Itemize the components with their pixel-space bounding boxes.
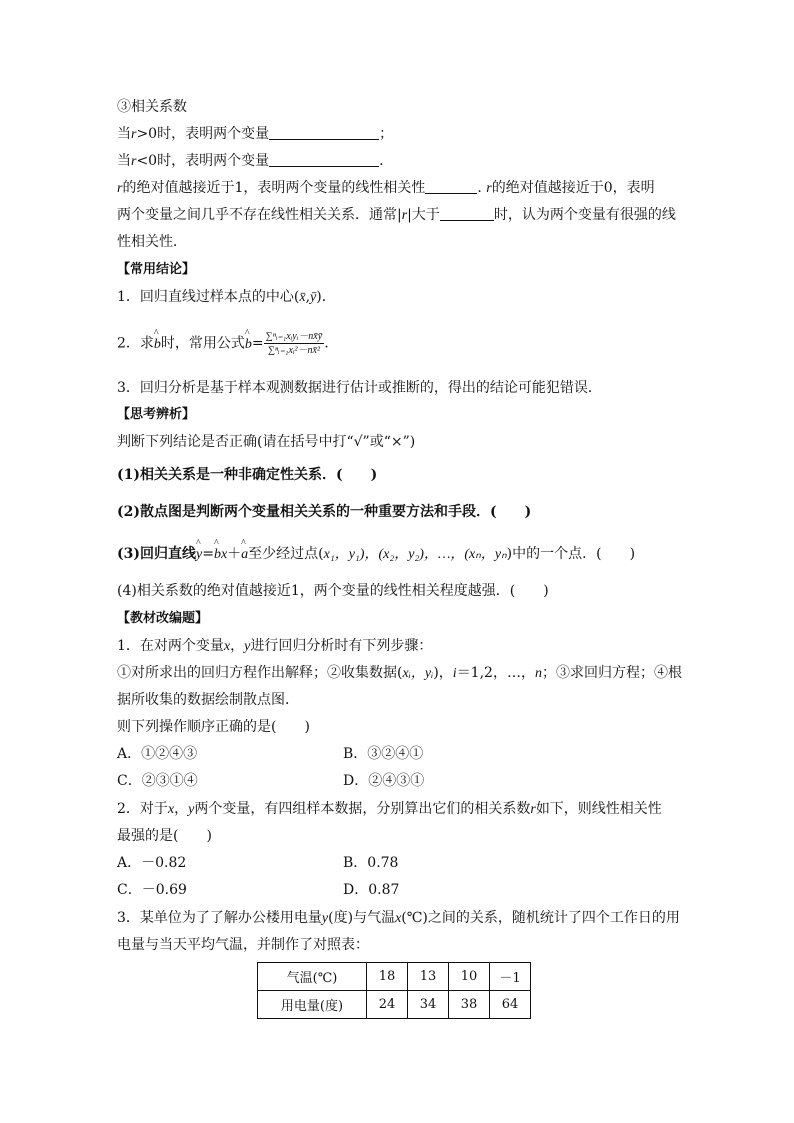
text: ①对所求出的回归方程作出解释；②收集数据(	[117, 665, 403, 681]
problem1-option-c[interactable]: C．②③①④	[117, 773, 198, 789]
var-n: n	[534, 666, 542, 681]
var-r: r	[131, 127, 137, 142]
problem2-line1	[117, 799, 662, 820]
text: 进行回归分析时有下列步骤：	[250, 638, 433, 654]
text: ＝1,2，…，	[456, 665, 535, 681]
text: 两个变量，有四组样本数据，分别算出它们的相关系数	[194, 801, 531, 817]
text: (℃)之间的关系，随机统计了四个工作日的用	[401, 910, 680, 926]
common-item-3: 3．回归分析是基于样本观测数据进行估计或推断的，得出的结论可能犯错误．	[117, 380, 602, 396]
text: 1．回归直线过样本点的中心(	[117, 289, 300, 305]
text: 如下，则线性相关性	[535, 801, 662, 817]
text: ；③求回归方程；④根	[541, 665, 682, 681]
text: >0时，表明两个变量	[136, 126, 270, 142]
corr-abs-line	[117, 178, 655, 199]
text: <0时，表明两个变量	[136, 153, 270, 169]
var-y: y	[244, 639, 251, 654]
text: 的绝对值越接近于1，表明两个变量的线性相关性	[122, 180, 426, 196]
problem3-line1	[117, 908, 680, 929]
text: |大于	[407, 207, 440, 223]
text: .	[324, 335, 329, 352]
var-x: x	[223, 639, 231, 654]
y-hat: ^ y	[196, 545, 202, 565]
text: 时，常用公式	[160, 335, 245, 352]
problem1-line1	[117, 636, 432, 657]
text: 2．对于	[117, 801, 168, 817]
table-cell: 18	[367, 963, 408, 991]
corr-line3: 性相关性．	[117, 234, 187, 250]
common-item-1	[117, 287, 336, 308]
problem1-line3: 据所收集的数据绘制散点图．	[117, 692, 299, 708]
text: =	[251, 335, 264, 352]
text: .	[477, 180, 482, 196]
table-cell: 34	[408, 991, 449, 1019]
var-x: x	[167, 802, 175, 817]
table-cell: 24	[367, 991, 408, 1019]
answer-blank[interactable]	[269, 125, 379, 140]
problem2-option-c[interactable]: C．－0.69	[117, 882, 187, 898]
a-hat: ^ a	[241, 545, 248, 565]
text: 至少经过点(	[248, 546, 324, 562]
text: 当	[117, 126, 131, 142]
common-item-2	[117, 330, 329, 357]
text: =	[202, 546, 214, 562]
problem1-line2	[117, 663, 682, 684]
text: 时，认为两个变量有很强的线	[493, 207, 676, 223]
row-header: 用电量(度)	[258, 991, 367, 1019]
problem2-option-b[interactable]: B．0.78	[343, 855, 399, 871]
think-q1: (1)相关关系是一种非确定性关系．( )	[117, 467, 378, 483]
b-hat: ^ b	[154, 335, 161, 355]
table-cell: 64	[490, 991, 531, 1019]
think-q4: (4)相关系数的绝对值越接近1，两个变量的线性相关程度越强．( )	[117, 583, 549, 599]
var-y: y	[188, 802, 195, 817]
problem2-line2: 最强的是( )	[117, 828, 212, 844]
answer-blank[interactable]	[425, 179, 477, 194]
var-r: r	[117, 181, 123, 196]
b-hat-formula: ^ b	[245, 335, 252, 355]
table-cell: 10	[449, 963, 490, 991]
var-i: i	[452, 666, 457, 681]
problem1-line4: 则下列操作顺序正确的是( )	[117, 719, 310, 735]
var-r: r	[131, 154, 137, 169]
text: ，	[230, 638, 245, 654]
think-intro: 判断下列结论是否正确(请在括号中打“√”或“×”)	[117, 434, 416, 450]
x-bar: x̄	[299, 290, 306, 305]
var-r: r	[530, 802, 536, 817]
formula-numerator: ∑ⁿᵢ₌₁xᵢyᵢ－nx̄ȳ	[265, 331, 323, 342]
section-title-think: 【思考辨析】	[117, 407, 196, 422]
formula-denominator: ∑ⁿᵢ₌₁xᵢ²－nx̄²	[267, 345, 320, 356]
answer-blank[interactable]	[269, 152, 379, 167]
problem1-option-d[interactable]: D．②④③①	[343, 773, 425, 789]
var-r: r	[486, 181, 492, 196]
section-title-textbook: 【教材改编题】	[117, 611, 209, 626]
temperature-electricity-table	[257, 962, 531, 1019]
y-bar: ȳ	[310, 290, 317, 305]
table-cell: 13	[408, 963, 449, 991]
problem3-line2: 电量与当天平均气温，并制作了对照表：	[117, 937, 369, 953]
think-q3	[117, 544, 635, 565]
row-header: 气温(℃)	[258, 963, 367, 991]
points: x₁，y₁)，(x₂，y₂)，…，(xₙ，yₙ	[323, 547, 507, 562]
text: 3．某单位为了了解办公楼用电量	[117, 910, 322, 926]
problem2-option-d[interactable]: D．0.87	[343, 882, 400, 898]
text: (3)回归直线	[117, 546, 196, 562]
points: xᵢ，yᵢ	[402, 666, 434, 681]
section-title-common: 【常用结论】	[117, 262, 196, 277]
text: ；	[379, 126, 394, 142]
think-q2: (2)散点图是判断两个变量相关关系的一种重要方法和手段．( )	[117, 504, 532, 520]
text: (度)与气温	[328, 910, 396, 926]
answer-blank[interactable]	[440, 206, 494, 221]
corr-positive-line	[117, 124, 393, 145]
text: 的绝对值越接近于0，表明	[491, 180, 655, 196]
var-x: x	[395, 911, 402, 926]
text: ＋	[227, 546, 242, 562]
text: 2．求	[117, 335, 154, 352]
table-cell: －1	[490, 963, 531, 991]
text: 1．在对两个变量	[117, 638, 224, 654]
corr-line2	[117, 205, 676, 226]
b-hat: ^ b	[214, 545, 221, 565]
text: )．	[316, 289, 336, 305]
text: ，	[174, 801, 189, 817]
corr-heading: ③相关系数	[117, 99, 187, 115]
text: .	[379, 153, 384, 169]
table-row	[258, 963, 531, 991]
corr-negative-line	[117, 151, 384, 172]
problem1-option-b[interactable]: B．③②④①	[343, 746, 424, 762]
var-r: r	[401, 208, 408, 223]
text: )，	[433, 665, 453, 681]
text: )中的一个点．( )	[506, 546, 636, 562]
text: 当	[117, 153, 131, 169]
table-row	[258, 991, 531, 1019]
var-y: y	[321, 911, 329, 926]
problem2-option-a[interactable]: A．－0.82	[117, 855, 187, 871]
text: 两个变量之间几乎不存在线性相关关系．通常|	[117, 207, 402, 223]
table-cell: 38	[449, 991, 490, 1019]
problem1-option-a[interactable]: A．①②④③	[117, 746, 198, 762]
regression-formula	[264, 330, 325, 357]
var-x: x	[220, 547, 228, 562]
text: ,	[305, 289, 311, 305]
